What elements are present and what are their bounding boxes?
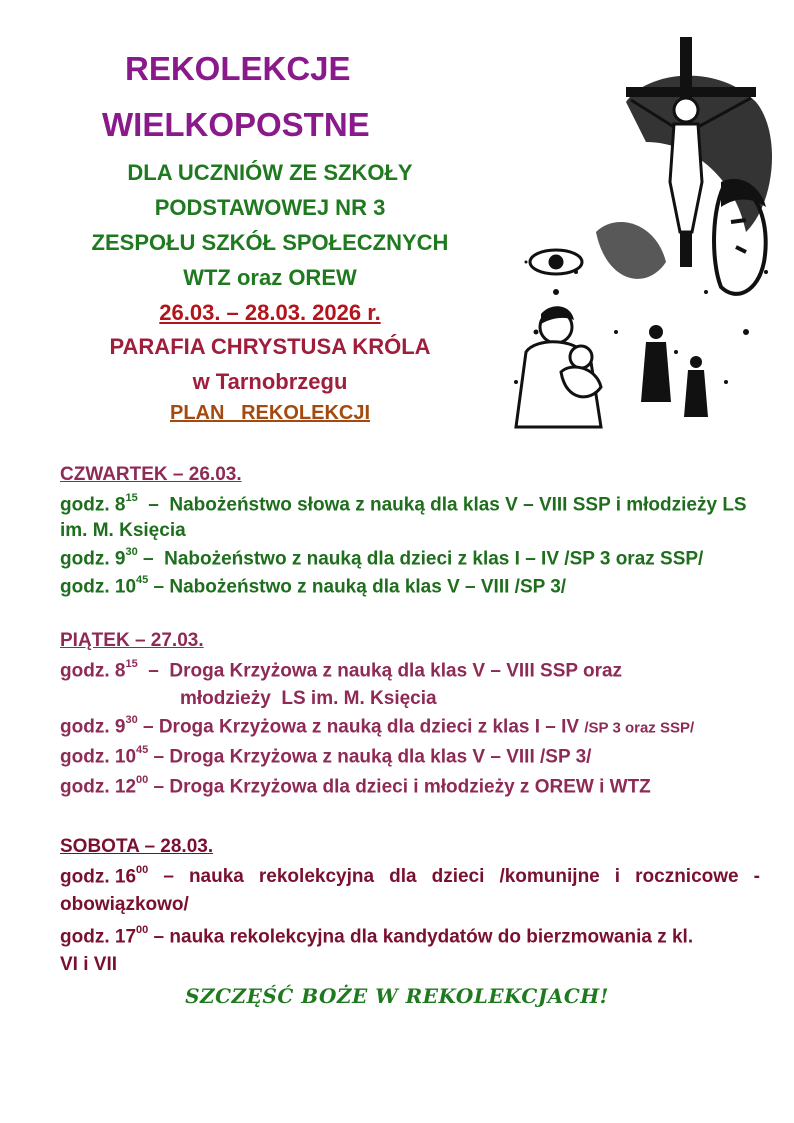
item-time-sup: 45 bbox=[136, 574, 149, 586]
item-prefix: godz. 17 bbox=[60, 926, 137, 948]
item-text: – Droga Krzyżowa dla dzieci i młodzieży z OREW i WTZ bbox=[148, 776, 651, 798]
item-prefix-group bbox=[60, 866, 148, 888]
item-text: – Nabożeństwo słowa z nauką dla klas V – VIII SSP i młodzieży LS bbox=[137, 494, 747, 516]
item-prefix: godz. 10 bbox=[60, 746, 137, 768]
item-time-sup: 00 bbox=[136, 774, 149, 786]
audience-line-1: DLA UCZNIÓW ZE SZKOŁY bbox=[127, 160, 413, 185]
friday-item-2 bbox=[60, 716, 694, 738]
friday-item-4 bbox=[60, 776, 651, 798]
title-line-1: REKOLEKCJE bbox=[125, 50, 351, 87]
saturday-item-2-cont: VI i VII bbox=[60, 954, 118, 975]
item-small-note: /SP 3 oraz SSP/ bbox=[584, 719, 695, 737]
title-line-2: WIELKOPOSTNE bbox=[102, 106, 370, 143]
item-prefix: godz. 9 bbox=[60, 548, 126, 570]
crucifixion-illustration bbox=[496, 32, 786, 432]
thursday-item-1-cont: im. M. Księcia bbox=[60, 520, 186, 541]
item-prefix: godz. 10 bbox=[60, 576, 137, 598]
thursday-item-3 bbox=[60, 576, 566, 598]
plan-label: PLAN REKOLEKCJI bbox=[169, 402, 371, 424]
friday-heading: PIĄTEK – 27.03. bbox=[60, 630, 204, 651]
item-text: – nauka rekolekcyjna dla kandydatów do bierzmowania z kl. bbox=[148, 926, 694, 948]
item-word: dla bbox=[389, 866, 417, 887]
item-text: – Droga Krzyżowa z nauką dla dzieci z klas I – IV bbox=[137, 716, 585, 738]
item-word: rocznicowe bbox=[635, 866, 739, 887]
illustration-icon bbox=[496, 32, 786, 432]
item-time-sup: 15 bbox=[125, 492, 138, 504]
audience-line-4: WTZ oraz OREW bbox=[183, 265, 357, 290]
item-time-sup: 15 bbox=[125, 658, 138, 670]
item-word: – bbox=[163, 866, 174, 887]
item-text: – Nabożeństwo z nauką dla dzieci z klas I – IV /SP 3 oraz SSP/ bbox=[137, 548, 704, 570]
audience-line-2: PODSTAWOWEJ NR 3 bbox=[154, 195, 386, 220]
item-time-sup: 00 bbox=[136, 864, 149, 876]
thursday-item-2 bbox=[60, 548, 703, 570]
item-time-sup: 00 bbox=[136, 924, 149, 936]
item-word: rekolekcyjna bbox=[258, 866, 375, 887]
friday-item-1 bbox=[60, 660, 622, 682]
audience-line-3: ZESPOŁU SZKÓŁ SPOŁECZNYCH bbox=[91, 230, 449, 255]
closing-blessing: SZCZĘŚĆ BOŻE W REKOLEKCJACH! bbox=[185, 984, 609, 1008]
item-prefix: godz. 8 bbox=[60, 494, 126, 516]
item-prefix: godz. 8 bbox=[60, 660, 126, 682]
item-word: i bbox=[614, 866, 621, 887]
dates-line: 26.03. – 28.03. 2026 r. bbox=[159, 300, 381, 325]
saturday-item-1 bbox=[60, 866, 760, 888]
item-word: dzieci bbox=[431, 866, 485, 887]
saturday-item-2 bbox=[60, 926, 693, 948]
item-prefix: godz. 9 bbox=[60, 716, 126, 738]
saturday-heading: SOBOTA – 28.03. bbox=[60, 836, 214, 857]
item-text: – Droga Krzyżowa z nauką dla klas V – VIII SSP oraz bbox=[137, 660, 623, 682]
item-prefix: godz. 16 bbox=[60, 866, 137, 888]
item-time-sup: 30 bbox=[125, 546, 138, 558]
item-time-sup: 45 bbox=[136, 744, 149, 756]
thursday-heading: CZWARTEK – 26.03. bbox=[60, 464, 242, 485]
item-word: /komunijne bbox=[499, 866, 600, 887]
parish-line: PARAFIA CHRYSTUSA KRÓLA bbox=[109, 334, 431, 359]
item-text: – Nabożeństwo z nauką dla klas V – VIII /SP 3/ bbox=[148, 576, 567, 598]
friday-item-3 bbox=[60, 746, 591, 768]
item-prefix: godz. 12 bbox=[60, 776, 137, 798]
thursday-item-1 bbox=[60, 494, 747, 516]
item-time-sup: 30 bbox=[125, 714, 138, 726]
town-line: w Tarnobrzegu bbox=[192, 369, 348, 394]
item-word: nauka bbox=[188, 866, 244, 887]
saturday-item-1-cont: obowiązkowo/ bbox=[60, 894, 189, 915]
item-word: - bbox=[753, 866, 760, 887]
item-text: – Droga Krzyżowa z nauką dla klas V – VIII /SP 3/ bbox=[148, 746, 592, 768]
friday-item-1-cont: młodzieży LS im. M. Księcia bbox=[180, 688, 437, 709]
